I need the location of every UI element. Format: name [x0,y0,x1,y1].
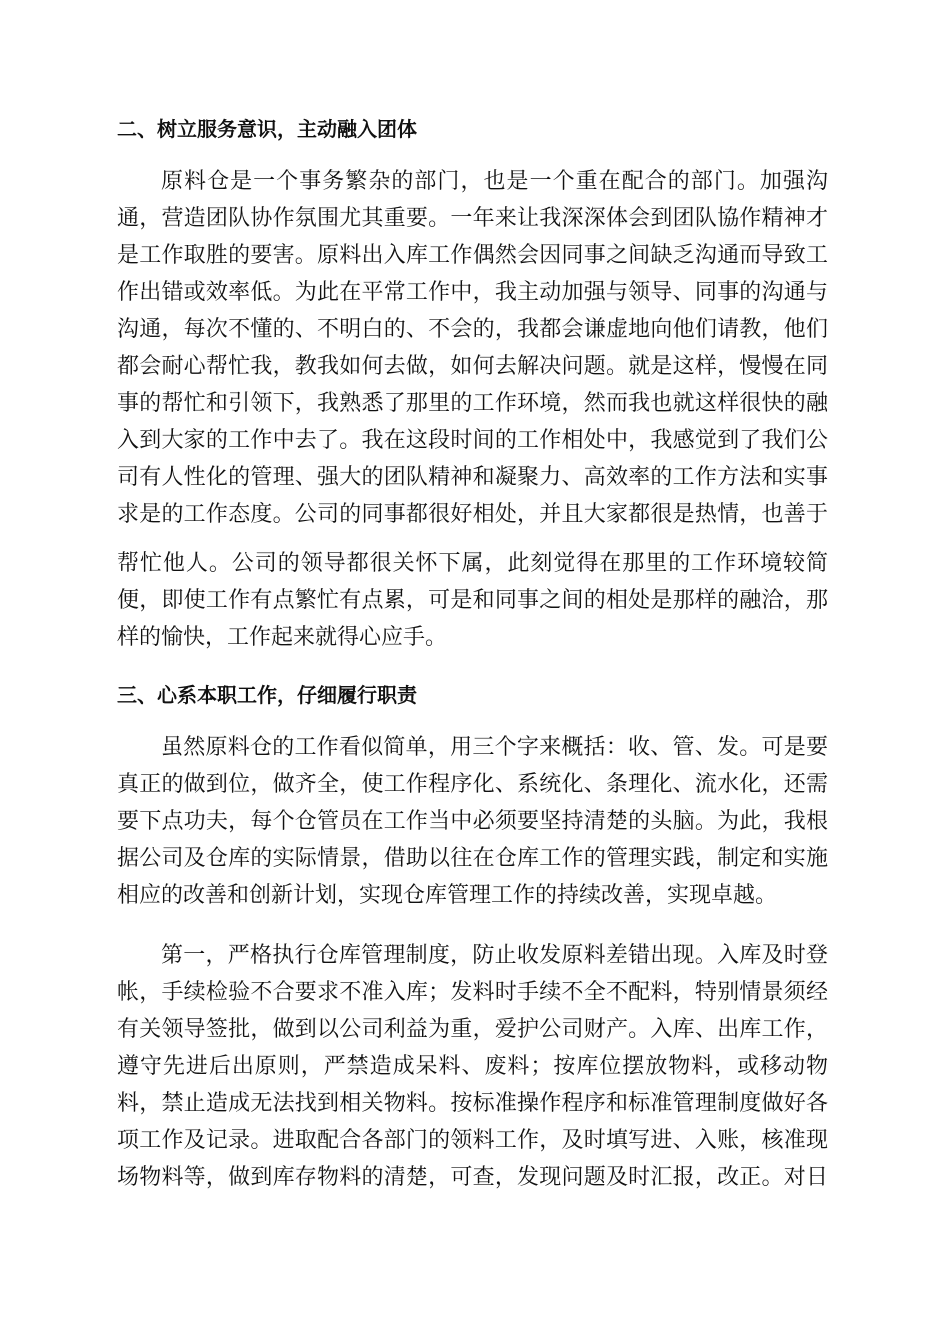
paragraph-line: 相应的改善和创新计划，实现仓库管理工作的持续改善，实现卓越。 [117,883,778,908]
paragraph-line: 有关领导签批，做到以公司利益为重，爱护公司财产。入库、出库工作， [117,1017,828,1042]
paragraph-line: 据公司及仓库的实际情景，借助以往在仓库工作的管理实践，制定和实施 [117,846,828,871]
paragraph-line: 帮忙他人。公司的领导都很关怀下属，此刻觉得在那里的工作环境较简 [117,551,828,576]
paragraph-line: 通，营造团队协作氛围尤其重要。一年来让我深深体会到团队協作精神才 [117,206,828,231]
paragraph-line: 沟通，每次不懂的、不明白的、不会的，我都会谦虚地向他们请教，他们 [117,317,828,342]
paragraph-line: 都会耐心帮忙我，教我如何去做，如何去解决问题。就是这样，慢慢在同 [117,354,828,379]
paragraph-line: 事的帮忙和引领下，我熟悉了那里的工作环境，然而我也就这样很快的融 [117,391,828,416]
paragraph-line: 料，禁止造成无法找到相关物料。按标准操作程序和标准管理制度做好各 [117,1091,828,1116]
paragraph-line: 遵守先进后出原则，严禁造成呆料、废料；按库位摆放物料，或移动物 [117,1054,828,1079]
section-heading-3: 三、心系本职工作，仔细履行职责 [117,683,417,707]
paragraph-line: 作出错或效率低。为此在平常工作中，我主动加强与领导、同事的沟通与 [117,280,828,305]
paragraph-line: 项工作及记录。进取配合各部门的领料工作，及时填写进、入账，核准现 [117,1128,828,1153]
paragraph-line: 第一，严格执行仓库管理制度，防止收发原料差错出现。入库及时登 [161,943,828,968]
paragraph-line: 场物料等，做到库存物料的清楚，可查，发现问题及时汇报，改正。对日 [117,1165,828,1190]
section-heading-2: 二、树立服务意识，主动融入团体 [117,117,417,141]
paragraph-line: 司有人性化的管理、强大的团队精神和凝聚力、高效率的工作方法和实事 [117,465,828,490]
paragraph-line: 要下点功夫，每个仓管员在工作当中必须要坚持清楚的头脑。为此，我根 [117,809,828,834]
paragraph-line: 是工作取胜的要害。原料出入库工作偶然会因同事之间缺乏沟通而导致工 [117,243,828,268]
paragraph-line: 帐，手续检验不合要求不准入库；发料时手续不全不配料，特别情景须经 [117,980,828,1005]
paragraph-line: 真正的做到位，做齐全，使工作程序化、系统化、条理化、流水化，还需 [117,772,828,797]
paragraph-line: 样的愉快，工作起来就得心应手。 [117,625,448,650]
paragraph-line: 虽然原料仓的工作看似简单，用三个字来概括：收、管、发。可是要 [161,735,828,760]
paragraph-line: 入到大家的工作中去了。我在这段时间的工作相处中，我感觉到了我们公 [117,428,828,453]
paragraph-line: 便，即使工作有点繁忙有点累，可是和同事之间的相处是那样的融洽，那 [117,588,828,613]
paragraph-line: 原料仓是一个事务繁杂的部门，也是一个重在配合的部门。加强沟 [161,169,828,194]
paragraph-line: 求是的工作态度。公司的同事都很好相处，并且大家都很是热情，也善于 [117,502,828,527]
